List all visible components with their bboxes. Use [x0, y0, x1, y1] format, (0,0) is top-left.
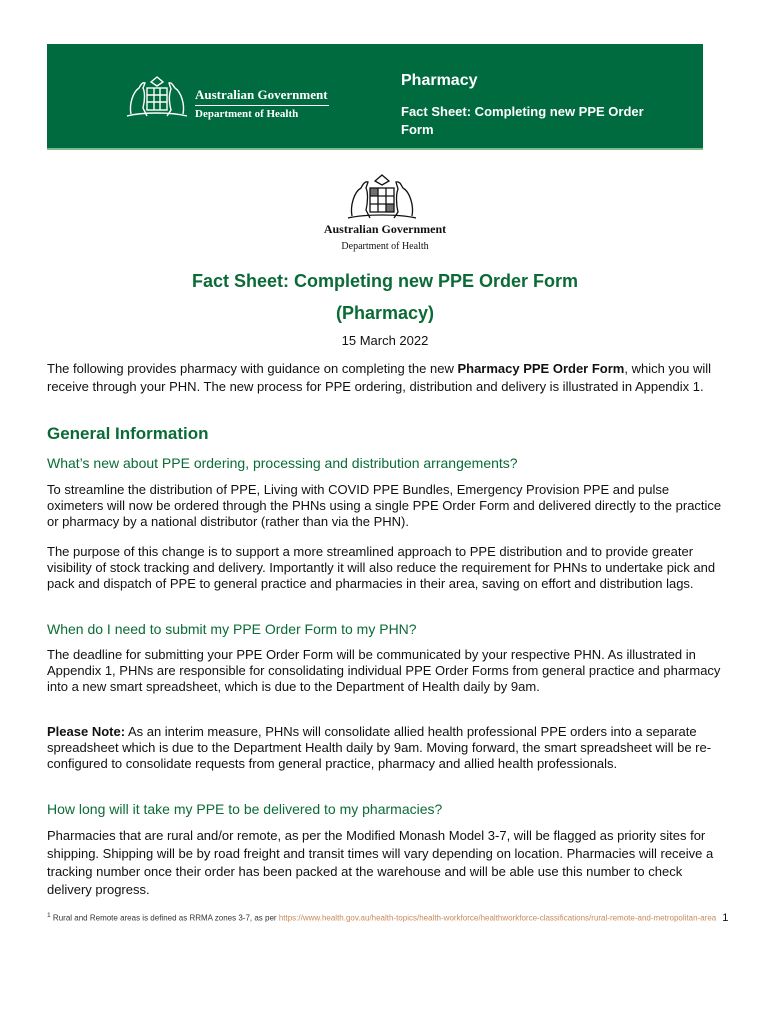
document-date: 15 March 2022: [341, 333, 429, 348]
coat-of-arms-icon: [342, 172, 422, 222]
question-2-note: [47, 724, 727, 772]
intro-text-start: The following provides pharmacy with guidance on completing the new: [47, 361, 458, 376]
question-1-heading: What’s new about PPE ordering, processing and distribution arrangements?: [47, 455, 518, 471]
banner-gov-divider: [195, 105, 329, 106]
intro-form-name: Pharmacy PPE Order Form: [457, 361, 625, 376]
question-1-paragraph-2: The purpose of this change is to support a more streamlined approach to PPE distribution and to provide greater visibility of stock tracking and delivery. Importantly it will also reduce the requirement for PHNs to undertake pick and pack and dispatch of PPE to general practice and pharmacies in their area, saving on effort and distribution lags.: [47, 544, 716, 591]
note-label: Please Note:: [47, 724, 126, 739]
banner-underline: [47, 148, 703, 150]
center-gov-name: Australian Government: [323, 222, 447, 236]
question-2-paragraph-1: The deadline for submitting your PPE Order Form will be communicated by your respective PHN. As illustrated in Appendix 1, PHNs are responsible for consolidating individual PPE Order Forms from general practice and pharmacy into a new smart spreadsheet, which is due to the Department of Health daily by 9am.: [47, 647, 721, 694]
document-title-line2: (Pharmacy): [335, 303, 435, 323]
question-1-paragraph-1: To streamline the distribution of PPE, Living with COVID PPE Bundles, Emergency Provision PPE and pulse oximeters will now be ordered through the PHNs using a single PPE Order Form and delivered directly to the practice or pharmacy by a national distributor (rather than via the PHN).: [47, 482, 722, 529]
center-department-name: Department of Health: [341, 241, 429, 252]
footnote-marker: 1: [47, 912, 51, 919]
question-3-paragraph-1: Pharmacies that are rural and/or remote, as per the Modified Monash Model 3-7, will be flagged as priority sites for shipping. Shipping will be by road freight and transit times will vary depending on location. Pharmacies will receive a tracking number once their order has been packed at the warehouse and will be able use this number to check delivery progress.: [47, 828, 714, 897]
coat-of-arms-icon: [123, 74, 191, 120]
banner-logo: [123, 74, 333, 120]
footnote-text: Rural and Remote areas is defined as RRMA zones 3-7, as per: [50, 913, 279, 923]
question-2-heading: When do I need to submit my PPE Order Form to my PHN?: [47, 621, 417, 637]
footnote: [47, 906, 737, 928]
intro-text-end: , which you will receive through your PHN. The new process for PPE ordering, distribution and delivery is illustrated in Appendix 1.: [47, 361, 712, 394]
center-logo: [342, 172, 422, 224]
page-number: 1: [722, 911, 729, 924]
banner-department-name: Department of Health: [195, 108, 299, 120]
header-banner: [47, 44, 703, 148]
note-text: As an interim measure, PHNs will consolidate allied health professional PPE orders into a separate spreadsheet which is due to the Department Health daily by 9am. Moving forward, the smart spreadsheet will be re-configured to consolidate requests from general practice, pharmacy and allied health professionals.: [47, 724, 712, 771]
banner-title: Pharmacy: [401, 72, 478, 89]
document-title-line1: Fact Sheet: Completing new PPE Order Form: [191, 271, 579, 291]
intro-paragraph: [47, 360, 727, 396]
question-3-heading: How long will it take my PPE to be delivered to my pharmacies?: [47, 801, 443, 817]
banner-subtitle: Fact Sheet: Completing new PPE Order Form: [401, 104, 644, 137]
footnote-link[interactable]: https://www.health.gov.au/health-topics/health-workforce/healthworkforce-classifications/rural-remote-and-metropolitan-area: [278, 913, 717, 923]
general-information-heading: General Information: [47, 424, 209, 443]
banner-gov-name: Australian Government: [195, 87, 328, 102]
